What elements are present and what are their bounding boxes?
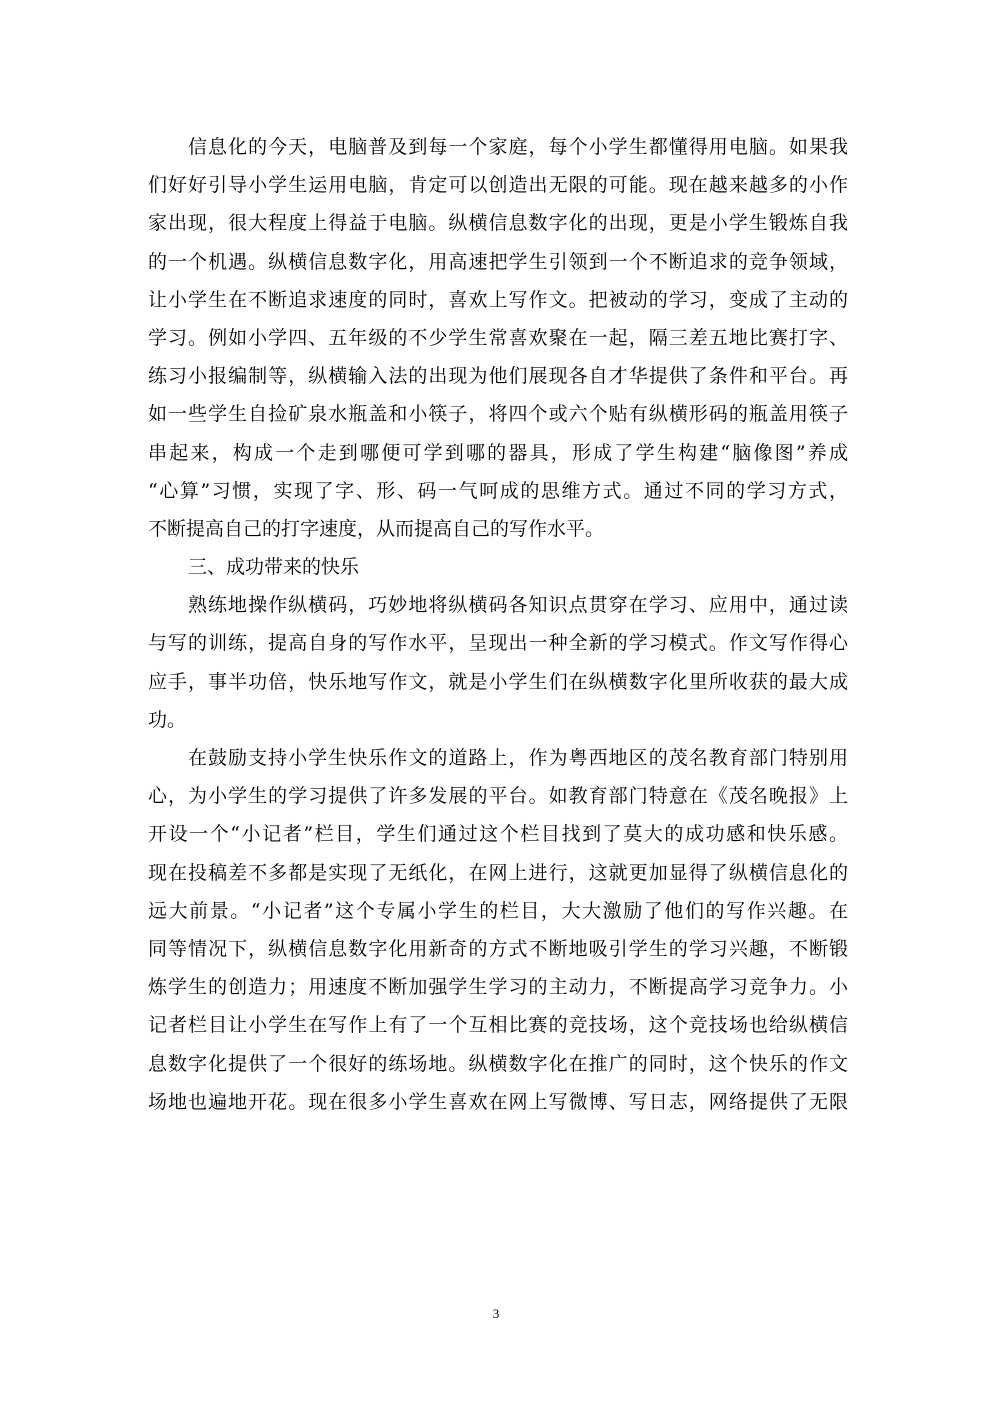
- text-line: 功。: [148, 708, 187, 731]
- page-number: 3: [492, 1306, 500, 1321]
- text-line: 如一些学生自捡矿泉水瓶盖和小筷子，将四个或六个贴有纵横形码的瓶盖用筷子: [148, 403, 848, 426]
- text-line: 的一个机遇。纵横信息数字化，用高速把学生引领到一个不断追求的竞争领域，: [148, 250, 848, 273]
- text-line: 远大前景。“小记者”这个专属小学生的栏目，大大激励了他们的写作兴趣。在: [148, 899, 848, 922]
- text-line: 不断提高自己的打字速度，从而提高自己的写作水平。: [148, 517, 605, 540]
- text-line: 信息化的今天，电脑普及到每一个家庭，每个小学生都懂得用电脑。如果我: [188, 136, 848, 158]
- text-line: 同等情况下，纵横信息数字化用新奇的方式不断地吸引学生的学习兴趣，不断锻: [148, 937, 848, 960]
- text-line: 记者栏目让小学生在写作上有了一个互相比赛的竞技场，这个竞技场也给纵横信: [148, 1014, 848, 1037]
- text-line: 家出现，很大程度上得益于电脑。纵横信息数字化的出现，更是小学生锻炼自我: [148, 212, 848, 235]
- text-line: 们好好引导小学生运用电脑，肯定可以创造出无限的可能。现在越来越多的小作: [148, 174, 848, 197]
- text-line: 学习。例如小学四、五年级的不少学生常喜欢聚在一起，隔三差五地比赛打字、: [148, 326, 848, 349]
- text-line: “心算”习惯，实现了字、形、码一气呵成的思维方式。通过不同的学习方式，: [148, 479, 848, 502]
- text-line: 让小学生在不断追求速度的同时，喜欢上写作文。把被动的学习，变成了主动的: [148, 288, 848, 311]
- text-line: 与写的训练，提高自身的写作水平，呈现出一种全新的学习模式。作文写作得心: [148, 632, 848, 655]
- text-line: 练习小报编制等，纵横输入法的出现为他们展现各自才华提供了条件和平台。再: [148, 365, 848, 388]
- text-line: 三、成功带来的快乐: [188, 556, 360, 579]
- text-line: 开设一个“小记者”栏目，学生们通过这个栏目找到了莫大的成功感和快乐感。: [148, 823, 848, 846]
- text-line: 串起来，构成一个走到哪便可学到哪的器具，形成了学生构建“脑像图”养成: [148, 441, 848, 464]
- text-line: 应手，事半功倍，快乐地写作文，就是小学生们在纵横数字化里所收获的最大成: [148, 670, 848, 693]
- text-line: 息数字化提供了一个很好的练场地。纵横数字化在推广的同时，这个快乐的作文: [148, 1052, 848, 1075]
- body-text: [148, 128, 848, 1121]
- text-line: 心，为小学生的学习提供了许多发展的平台。如教育部门特意在《茂名晚报》上: [148, 785, 848, 808]
- text-line: 熟练地操作纵横码，巧妙地将纵横码各知识点贯穿在学习、应用中，通过读: [188, 594, 848, 617]
- text-line: 炼学生的创造力；用速度不断加强学生学习的主动力，不断提高学习竞争力。小: [148, 976, 848, 999]
- text-line: 现在投稿差不多都是实现了无纸化，在网上进行，这就更加显得了纵横信息化的: [148, 861, 848, 884]
- text-line: 场地也遍地开花。现在很多小学生喜欢在网上写微博、写日志，网络提供了无限: [148, 1090, 848, 1113]
- text-line: 在鼓励支持小学生快乐作文的道路上，作为粤西地区的茂名教育部门特别用: [188, 747, 848, 769]
